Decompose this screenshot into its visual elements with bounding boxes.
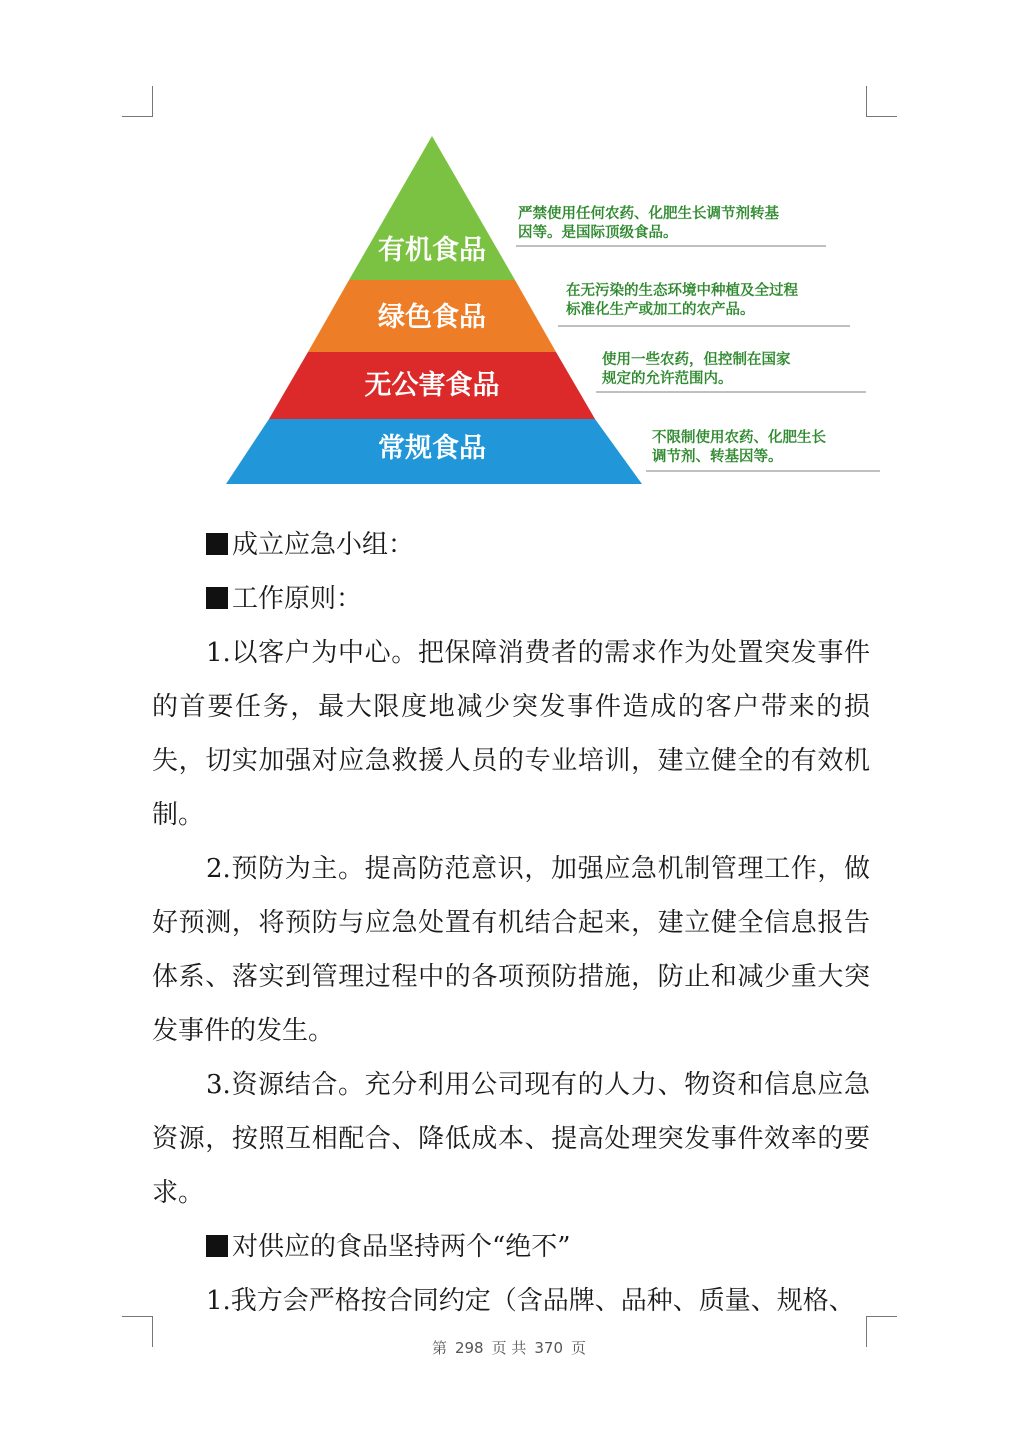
desc-conventional-line-1: 不限制使用农药、化肥生长 [652, 430, 826, 446]
paragraph-resources: 3.资源结合。充分利用公司现有的人力、物资和信息应急资源，按照互相配合、降低成本、提高处理突发事件效率的要求。 [152, 1070, 870, 1208]
desc-green-line-2: 标准化生产或加工的农产品。 [566, 302, 755, 318]
tier-label-green: 绿色食品 [378, 302, 486, 333]
paragraph-prevention: 2.预防为主。提高防范意识，加强应急机制管理工作，做好预测，将预防与应急处置有机结合起来，建立健全信息报告体系、落实到管理过程中的各项预防措施，防止和减少重大突发事件的发生。 [152, 854, 870, 1046]
footer-prefix: 第 [431, 1339, 447, 1357]
heading-text: 工作原则： [232, 584, 363, 614]
desc-organic-line-2: 因等。是国际顶级食品。 [518, 225, 678, 241]
square-bullet-icon [206, 587, 228, 609]
food-pyramid-diagram [220, 130, 890, 490]
crop-mark-top-left [122, 86, 153, 117]
square-bullet-icon [206, 1235, 228, 1257]
section-heading-principles [152, 572, 870, 626]
tier-label-organic: 有机食品 [378, 235, 486, 266]
footer-suffix: 页 [571, 1339, 587, 1357]
desc-conventional-line-2: 调节剂、转基因等。 [652, 449, 783, 465]
crop-mark-top-right [866, 86, 897, 117]
page-footer [0, 1337, 1018, 1358]
desc-pollution-free-line-2: 规定的允许范围内。 [602, 371, 733, 387]
total-pages-number: 370 [534, 1339, 564, 1357]
heading-text: 成立应急小组： [232, 530, 415, 560]
desc-green-line-1: 在无污染的生态环境中种植及全过程 [566, 283, 798, 299]
paragraph-contract: 1.我方会严格按合同约定（含品牌、品种、质量、规格、 [206, 1286, 855, 1316]
current-page-number: 298 [454, 1339, 484, 1357]
square-bullet-icon [206, 533, 228, 555]
desc-pollution-free-line-1: 使用一些农药，但控制在国家 [602, 352, 791, 368]
tier-label-conventional: 常规食品 [378, 433, 486, 464]
document-body [152, 518, 870, 1328]
tier-label-pollution-free: 无公害食品 [364, 370, 500, 401]
heading-text: 对供应的食品坚持两个“绝不” [232, 1232, 571, 1262]
footer-mid: 页 共 [491, 1339, 527, 1357]
paragraph-customer-centric: 1.以客户为中心。把保障消费者的需求作为处置突发事件的首要任务，最大限度地减少突发事件造成的客户带来的损失，切实加强对应急救援人员的专业培训，建立健全的有效机制。 [152, 638, 870, 830]
desc-organic-line-1: 严禁使用任何农药、化肥生长调节剂转基 [518, 206, 779, 222]
section-heading-two-nevers [152, 1220, 870, 1274]
section-heading-emergency-team [152, 518, 870, 572]
